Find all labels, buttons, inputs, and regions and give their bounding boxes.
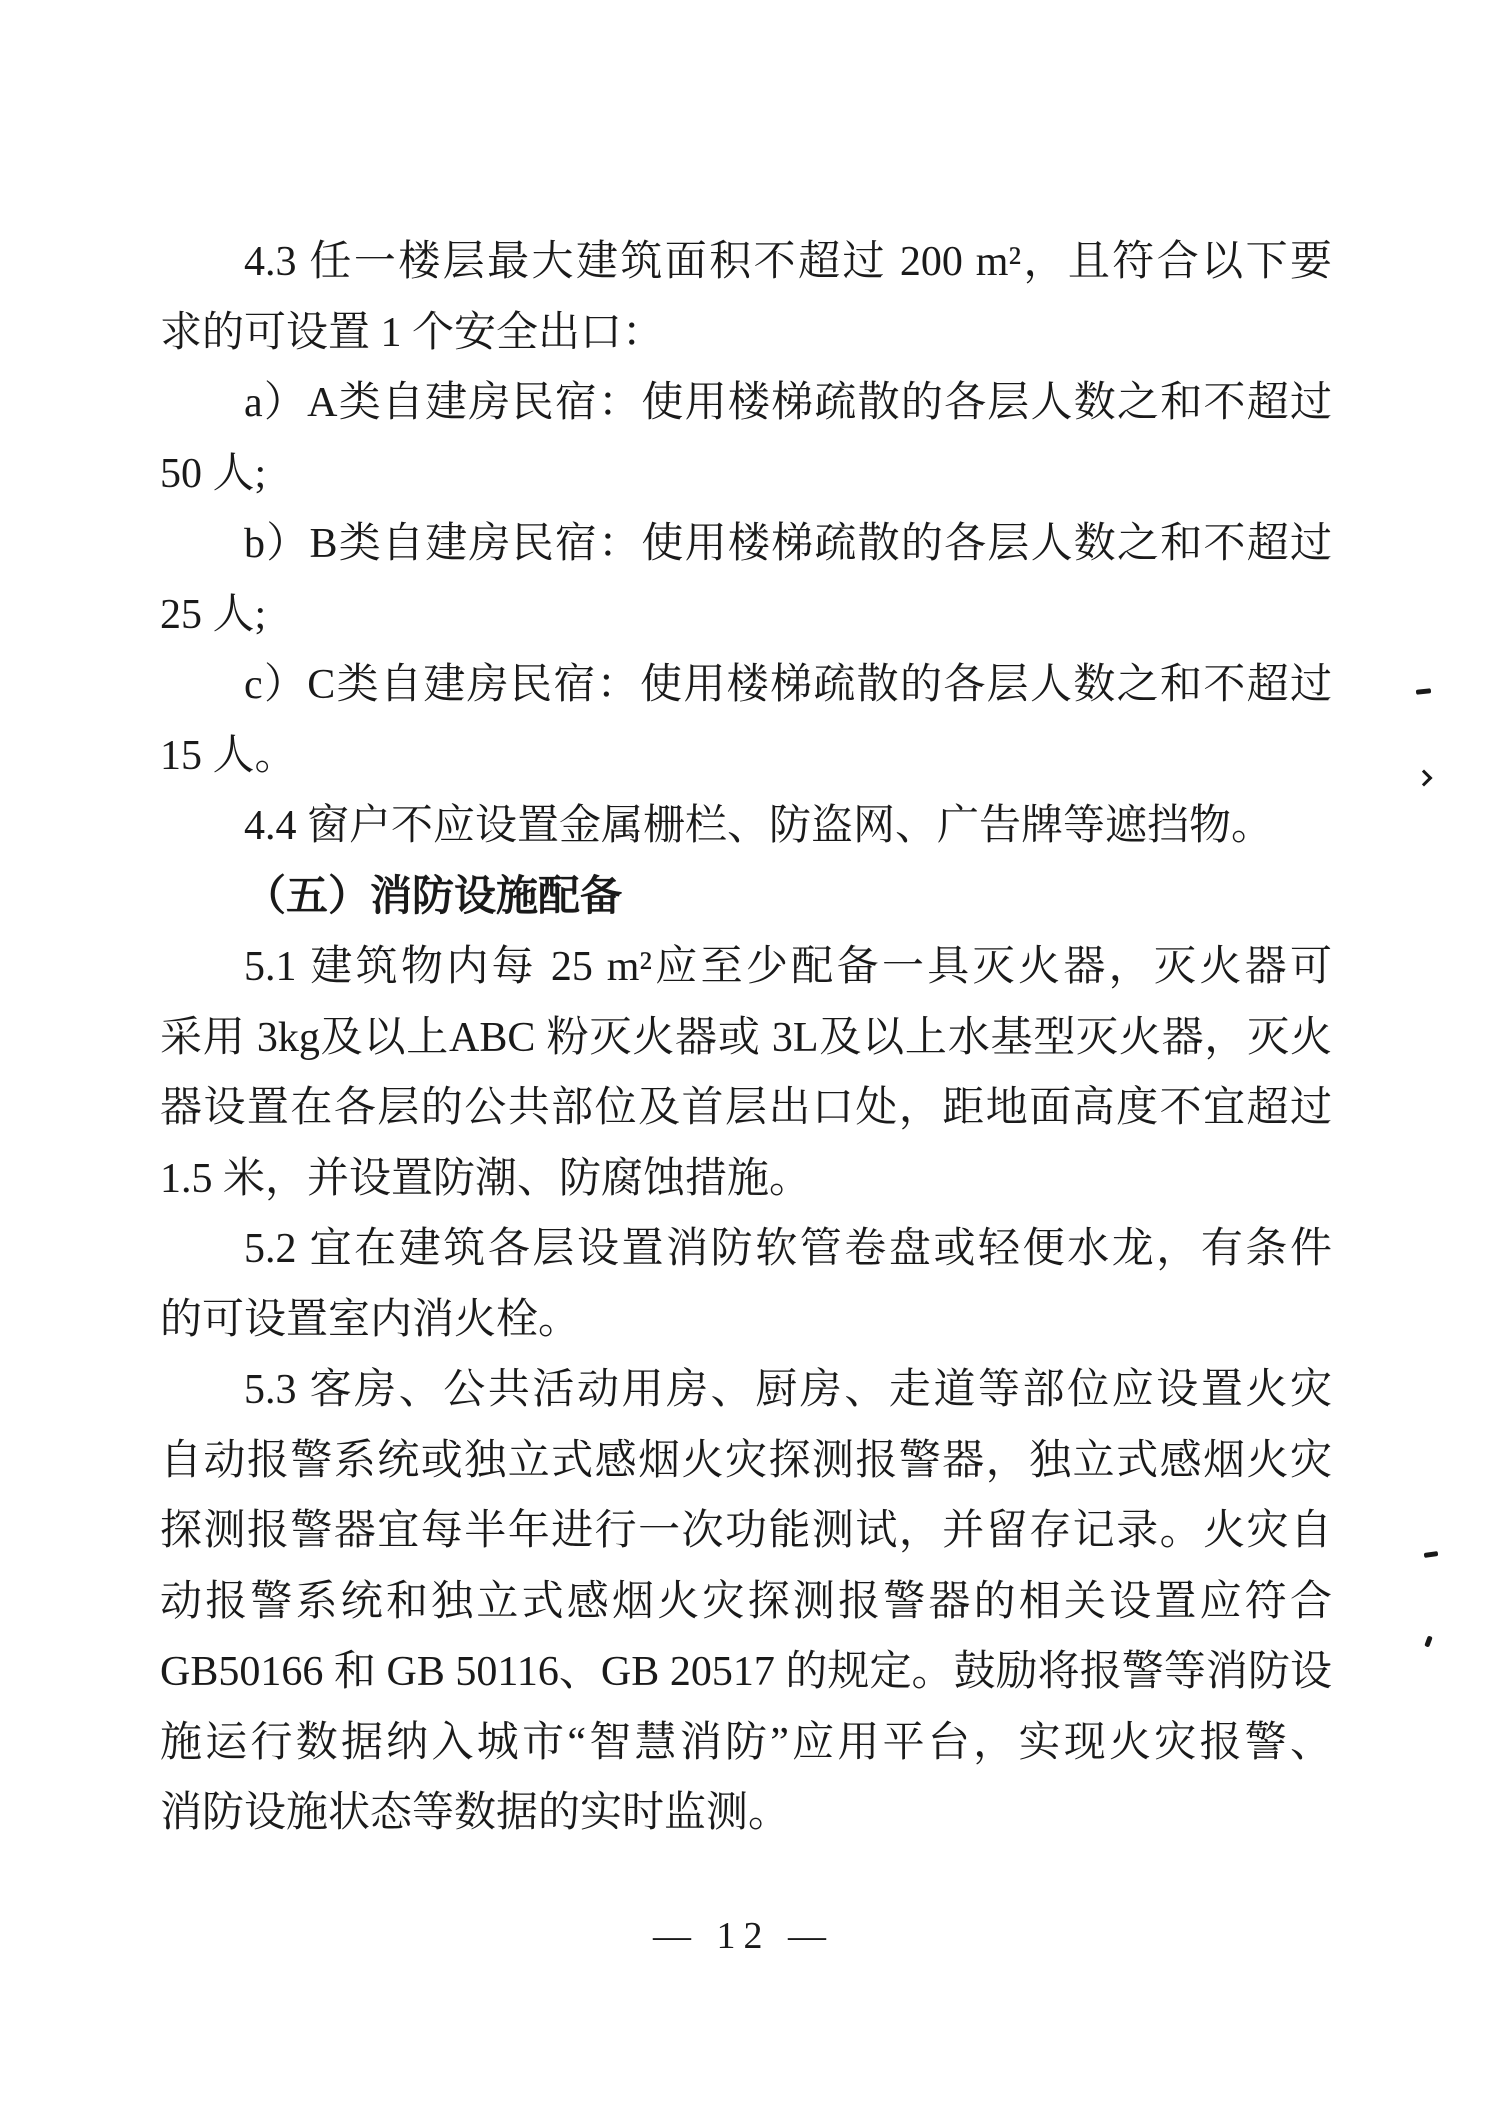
paragraph-5-3 [160, 1355, 1332, 1849]
text-line: 消防设施状态等数据的实时监测。 [160, 1790, 791, 1836]
paragraph-item-b [160, 509, 1332, 650]
paragraph-item-c [160, 650, 1332, 791]
text-line: b）B类自建房民宿：使用楼梯疏散的各层人数之和不超过 [244, 521, 1332, 567]
text-line: 自动报警系统或独立式感烟火灾探测报警器，独立式感烟火灾 [160, 1437, 1332, 1484]
text-line: 4.4 窗户不应设置金属栅栏、防盗网、广告牌等遮挡物。 [244, 803, 1274, 849]
paragraph-5-1 [160, 932, 1332, 1214]
text-line: 动报警系统和独立式感烟火灾探测报警器的相关设置应符合 [160, 1578, 1332, 1625]
scan-artifact-dash [1424, 1551, 1439, 1558]
text-line: c）C类自建房民宿：使用楼梯疏散的各层人数之和不超过 [244, 662, 1332, 708]
text-line: GB50166 和 GB 50116、GB 20517 的规定。鼓励将报警等消防设 [160, 1649, 1332, 1695]
text-line: 5.1 建筑物内每 25 m²应至少配备一具灭火器，灭火器可 [244, 944, 1332, 990]
paragraph-4-4 [160, 791, 1332, 862]
text-line: 50 人; [160, 450, 267, 497]
text-line: 器设置在各层的公共部位及首层出口处，距地面高度不宜超过 [160, 1085, 1332, 1131]
text-line: 25 人; [160, 591, 267, 638]
text-line: a）A类自建房民宿：使用楼梯疏散的各层人数之和不超过 [244, 380, 1332, 426]
text-line: 采用 3kg及以上ABC 粉灭火器或 3L及以上水基型灭火器，灭火 [160, 1014, 1332, 1061]
scan-artifact-tick [1424, 1635, 1432, 1647]
scan-artifact-dash [1416, 688, 1431, 695]
text-line: 1.5 米，并设置防潮、防腐蚀措施。 [160, 1155, 812, 1202]
text-line: 探测报警器宜每半年进行一次功能测试，并留存记录。火灾自 [160, 1508, 1332, 1554]
document-body [160, 227, 1332, 1849]
section-heading-5 [160, 862, 1332, 933]
text-line: 5.3 客房、公共活动用房、厨房、走道等部位应设置火灾 [244, 1367, 1332, 1413]
scan-artifact-chevron [1416, 770, 1433, 787]
section-heading-text: （五）消防设施配备 [244, 873, 623, 920]
paragraph-4-3 [160, 227, 1332, 368]
paragraph-5-2 [160, 1214, 1332, 1355]
text-line: 15 人。 [160, 732, 297, 779]
text-line: 5.2 宜在建筑各层设置消防软管卷盘或轻便水龙，有条件 [244, 1226, 1332, 1272]
text-line: 的可设置室内消火栓。 [160, 1296, 581, 1343]
paragraph-item-a [160, 368, 1332, 509]
text-line: 4.3 任一楼层最大建筑面积不超过 200 m²，且符合以下要 [244, 239, 1332, 285]
text-line: 施运行数据纳入城市“智慧消防”应用平台，实现火灾报警、 [160, 1719, 1332, 1766]
page-number: — 12 — [653, 1915, 834, 1957]
text-line: 求的可设置 1 个安全出口： [160, 309, 665, 356]
